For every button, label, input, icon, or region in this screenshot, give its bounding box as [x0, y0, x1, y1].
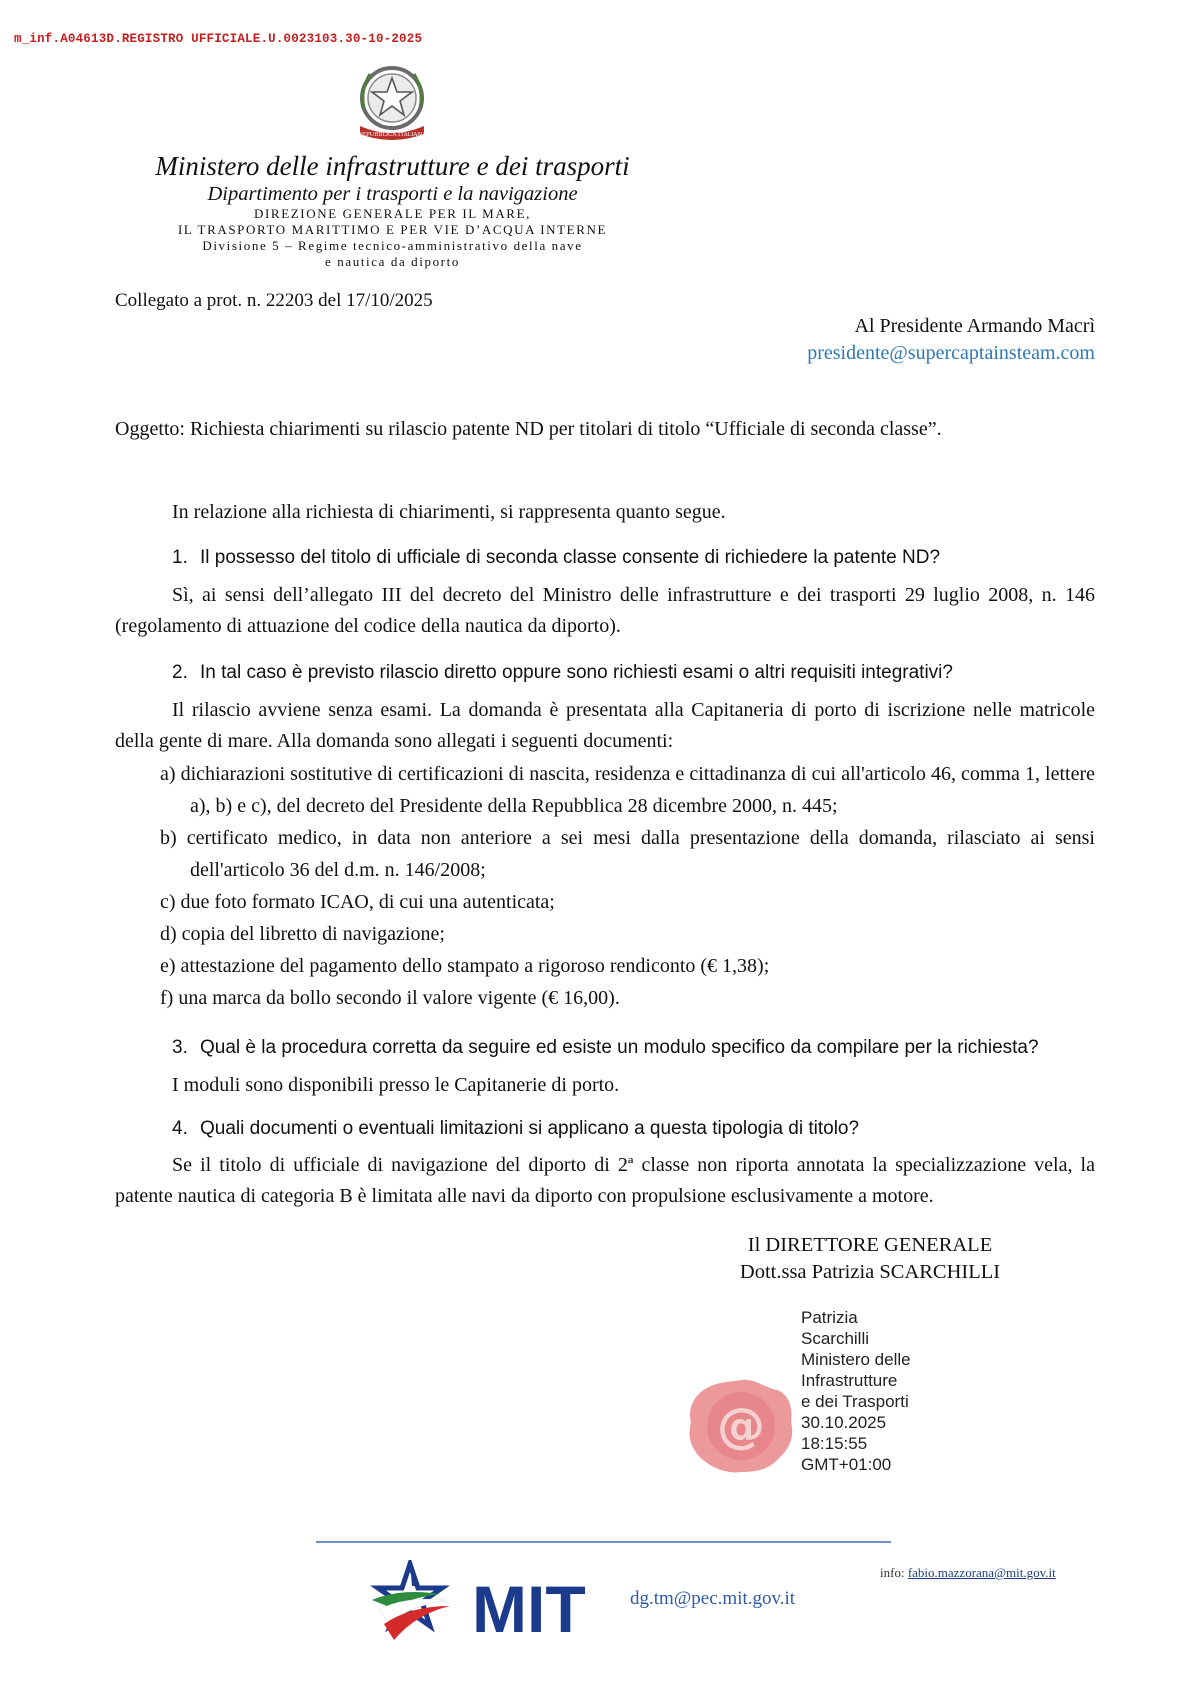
recipient-email-link[interactable]: presidente@supercaptainsteam.com	[807, 342, 1095, 364]
signature-block	[720, 1232, 1020, 1286]
question-number: 4.	[172, 1118, 188, 1139]
signature-line: e dei Trasporti	[801, 1392, 909, 1411]
signature-line: Ministero delle	[801, 1350, 911, 1369]
question-text: Il possesso del titolo di ufficiale di seconda classe consente di richiedere la patente ND?	[200, 547, 941, 568]
mit-star-logo-icon	[370, 1560, 610, 1642]
footer-divider	[316, 1541, 891, 1543]
division-line-1: Divisione 5 – Regime tecnico-amministrativo della nave	[202, 238, 583, 253]
footer-info-label: info:	[880, 1565, 905, 1580]
subject-line: Oggetto: Richiesta chiarimenti su rilascio patente ND per titolari di titolo “Ufficiale di seconda classe”.	[115, 418, 942, 440]
answer-3: I moduli sono disponibili presso le Capitanerie di porto.	[172, 1074, 620, 1096]
footer-info	[880, 1565, 1056, 1581]
question-3	[172, 1035, 1102, 1061]
repubblica-italiana-emblem-icon	[352, 60, 432, 144]
signature-line: 18:15:55	[801, 1434, 868, 1453]
direction-line-2: IL TRASPORTO MARITTIMO E PER VIE D’ACQUA INTERNE	[177, 222, 608, 237]
answer-2: Il rilascio avviene senza esami. La domanda è presentata alla Capitaneria di porto di iscrizione nelle matricole della gente di mare. Alla domanda sono allegati i seguenti documenti:	[115, 699, 1095, 752]
question-number: 2.	[172, 662, 188, 683]
question-2	[172, 660, 1102, 686]
signatory-title: Il DIRETTORE GENERALE	[747, 1234, 993, 1256]
pec-email-link[interactable]: dg.tm@pec.mit.gov.it	[630, 1588, 796, 1609]
signature-line: GMT+01:00	[801, 1455, 892, 1474]
signature-line: 30.10.2025	[801, 1413, 887, 1432]
digital-signature-text	[801, 1307, 911, 1475]
question-4	[172, 1116, 1102, 1142]
document-list	[160, 758, 1095, 1014]
list-item: d) copia del libretto di navigazione;	[160, 923, 445, 945]
list-item: b) certificato medico, in data non anteriore a sei mesi dalla presentazione della domanda, rilasciato ai sensi dell'articolo 36 del d.m. n. 146/2008;	[160, 827, 1095, 881]
direction-line-1: DIREZIONE GENERALE PER IL MARE,	[254, 206, 531, 221]
list-item: a) dichiarazioni sostitutive di certificazioni di nascita, residenza e cittadinanza di cui all'articolo 46, comma 1, lettere a), b) e c), del decreto del Presidente della Repubblica 28 dicembre 2000, n. 445;	[160, 763, 1095, 817]
list-item: f) una marca da bollo secondo il valore vigente (€ 16,00).	[160, 987, 620, 1009]
letterhead	[120, 150, 665, 270]
recipient-name: Al Presidente Armando Macrì	[854, 315, 1095, 337]
question-text: In tal caso è previsto rilascio diretto oppure sono richiesti esami o altri requisiti integrativi?	[200, 662, 953, 683]
digital-signature-seal-icon	[685, 1376, 797, 1476]
division-line-2: e nautica da diporto	[325, 254, 460, 269]
question-text: Qual è la procedura corretta da seguire ed esiste un modulo specifico da compilare per la richiesta?	[200, 1037, 1039, 1058]
protocol-stamp: m_inf.A04613D.REGISTRO UFFICIALE.U.0023103.30-10-2025	[14, 32, 423, 46]
svg-text:@: @	[717, 1398, 765, 1454]
answer-4: Se il titolo di ufficiale di navigazione del diporto di 2ª classe non riporta annotata la specializzazione vela, la patente nautica di categoria B è limitata alle navi da diporto con propulsione esclusivamente a motore.	[115, 1154, 1095, 1207]
recipient-block	[807, 313, 1095, 367]
mit-logo-text: MIT	[472, 1572, 586, 1642]
signature-line: Patrizia	[801, 1308, 858, 1327]
protocol-reference: Collegato a prot. n. 22203 del 17/10/2025	[115, 290, 433, 311]
list-item: e) attestazione del pagamento dello stampato a rigoroso rendiconto (€ 1,38);	[160, 955, 770, 977]
department-name: Dipartimento per i trasporti e la navigazione	[207, 183, 578, 205]
signatory-name: Dott.ssa Patrizia SCARCHILLI	[739, 1261, 1001, 1283]
footer-info-email-link[interactable]: fabio.mazzorana@mit.gov.it	[907, 1565, 1056, 1580]
question-number: 1.	[172, 547, 188, 568]
emblem-ribbon-text: REPUBBLICA ITALIANA	[357, 132, 427, 138]
question-1	[172, 545, 1102, 571]
ministry-name: Ministero delle infrastrutture e dei trasporti	[155, 151, 630, 181]
answer-1: Sì, ai sensi dell’allegato III del decreto del Ministro delle infrastrutture e dei trasporti 29 luglio 2008, n. 146 (regolamento di attuazione del codice della nautica da diporto).	[115, 584, 1095, 637]
question-number: 3.	[172, 1037, 188, 1058]
list-item: c) due foto formato ICAO, di cui una autenticata;	[160, 891, 555, 913]
signature-line: Infrastrutture	[801, 1371, 898, 1390]
intro-paragraph: In relazione alla richiesta di chiarimenti, si rappresenta quanto segue.	[172, 501, 726, 523]
question-text: Quali documenti o eventuali limitazioni si applicano a questa tipologia di titolo?	[200, 1118, 860, 1139]
signature-line: Scarchilli	[801, 1329, 870, 1348]
